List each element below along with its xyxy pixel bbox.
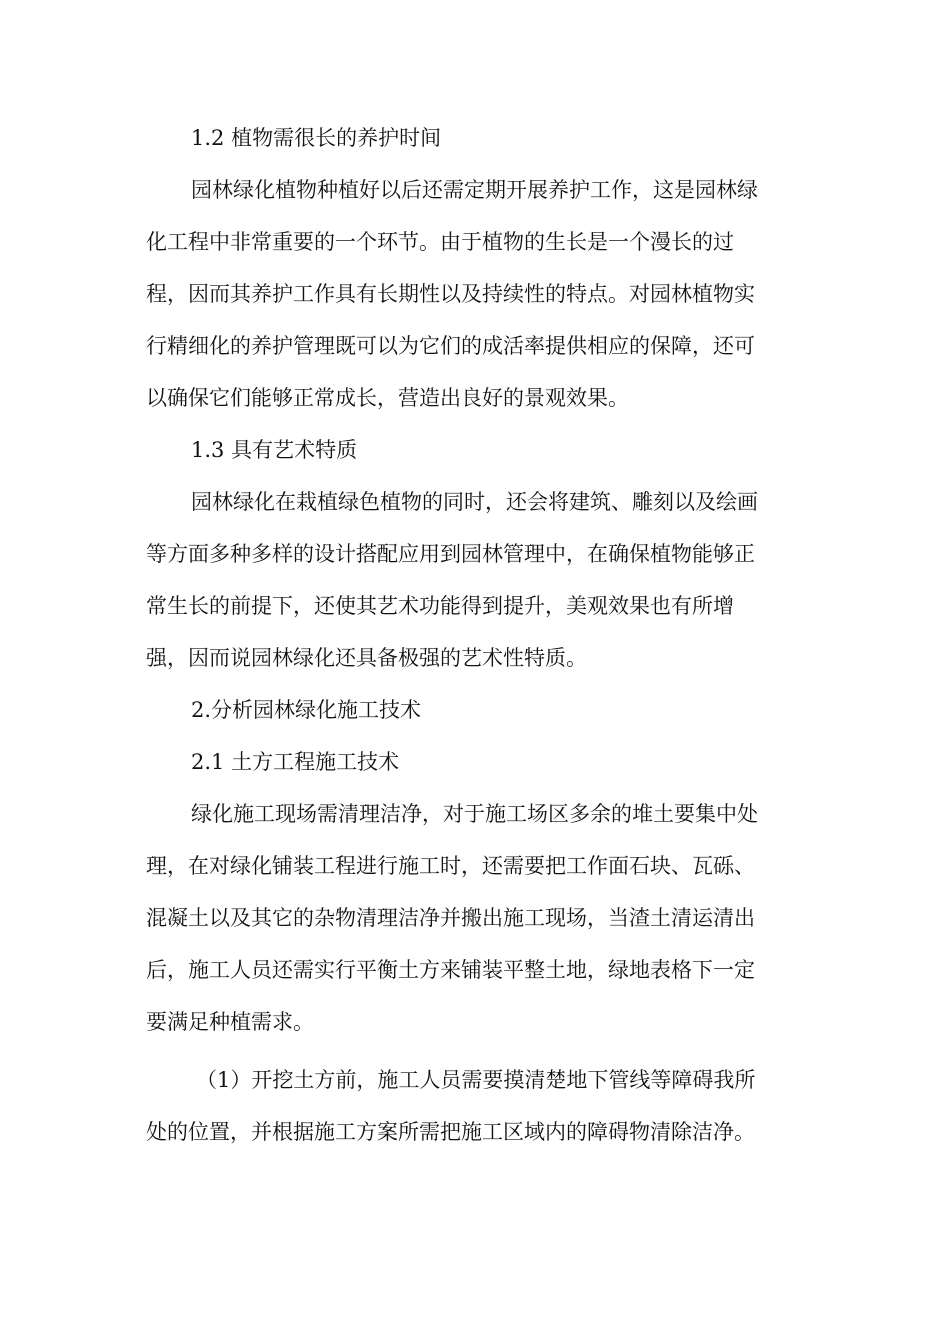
section-heading-2-1: 2.1 土方工程施工技术 — [191, 750, 400, 774]
paragraph-line: 理，在对绿化铺装工程进行施工时，还需要把工作面石块、瓦砾、 — [146, 854, 755, 878]
paragraph-line: 要满足种植需求。 — [146, 1010, 314, 1034]
section-heading-1-3: 1.3 具有艺术特质 — [191, 438, 358, 462]
paragraph-line: 程，因而其养护工作具有长期性以及持续性的特点。对园林植物实 — [146, 282, 755, 306]
list-item-line: （1）开挖土方前，施工人员需要摸清楚地下管线等障碍我所 — [196, 1068, 756, 1092]
paragraph-line: 行精细化的养护管理既可以为它们的成活率提供相应的保障，还可 — [146, 334, 755, 358]
paragraph-line: 常生长的前提下，还使其艺术功能得到提升，美观效果也有所增 — [146, 594, 734, 618]
paragraph-line: 化工程中非常重要的一个环节。由于植物的生长是一个漫长的过 — [146, 230, 734, 254]
paragraph-line: 园林绿化在栽植绿色植物的同时，还会将建筑、雕刻以及绘画 — [191, 490, 758, 514]
paragraph-line: 绿化施工现场需清理洁净，对于施工场区多余的堆土要集中处 — [191, 802, 758, 826]
paragraph-line: 以确保它们能够正常成长，营造出良好的景观效果。 — [146, 386, 629, 410]
section-heading-1-2: 1.2 植物需很长的养护时间 — [191, 126, 442, 150]
paragraph-line: 等方面多种多样的设计搭配应用到园林管理中，在确保植物能够正 — [146, 542, 755, 566]
paragraph-line: 园林绿化植物种植好以后还需定期开展养护工作，这是园林绿 — [191, 178, 758, 202]
list-item-line: 处的位置，并根据施工方案所需把施工区域内的障碍物清除洁净。 — [146, 1120, 755, 1144]
paragraph-line: 混凝土以及其它的杂物清理洁净并搬出施工现场，当渣土清运清出 — [146, 906, 755, 930]
section-heading-2: 2.分析园林绿化施工技术 — [191, 698, 422, 722]
paragraph-line: 后，施工人员还需实行平衡土方来铺装平整土地，绿地表格下一定 — [146, 958, 755, 982]
document-body — [146, 112, 806, 1158]
paragraph-line: 强，因而说园林绿化还具备极强的艺术性特质。 — [146, 646, 587, 670]
